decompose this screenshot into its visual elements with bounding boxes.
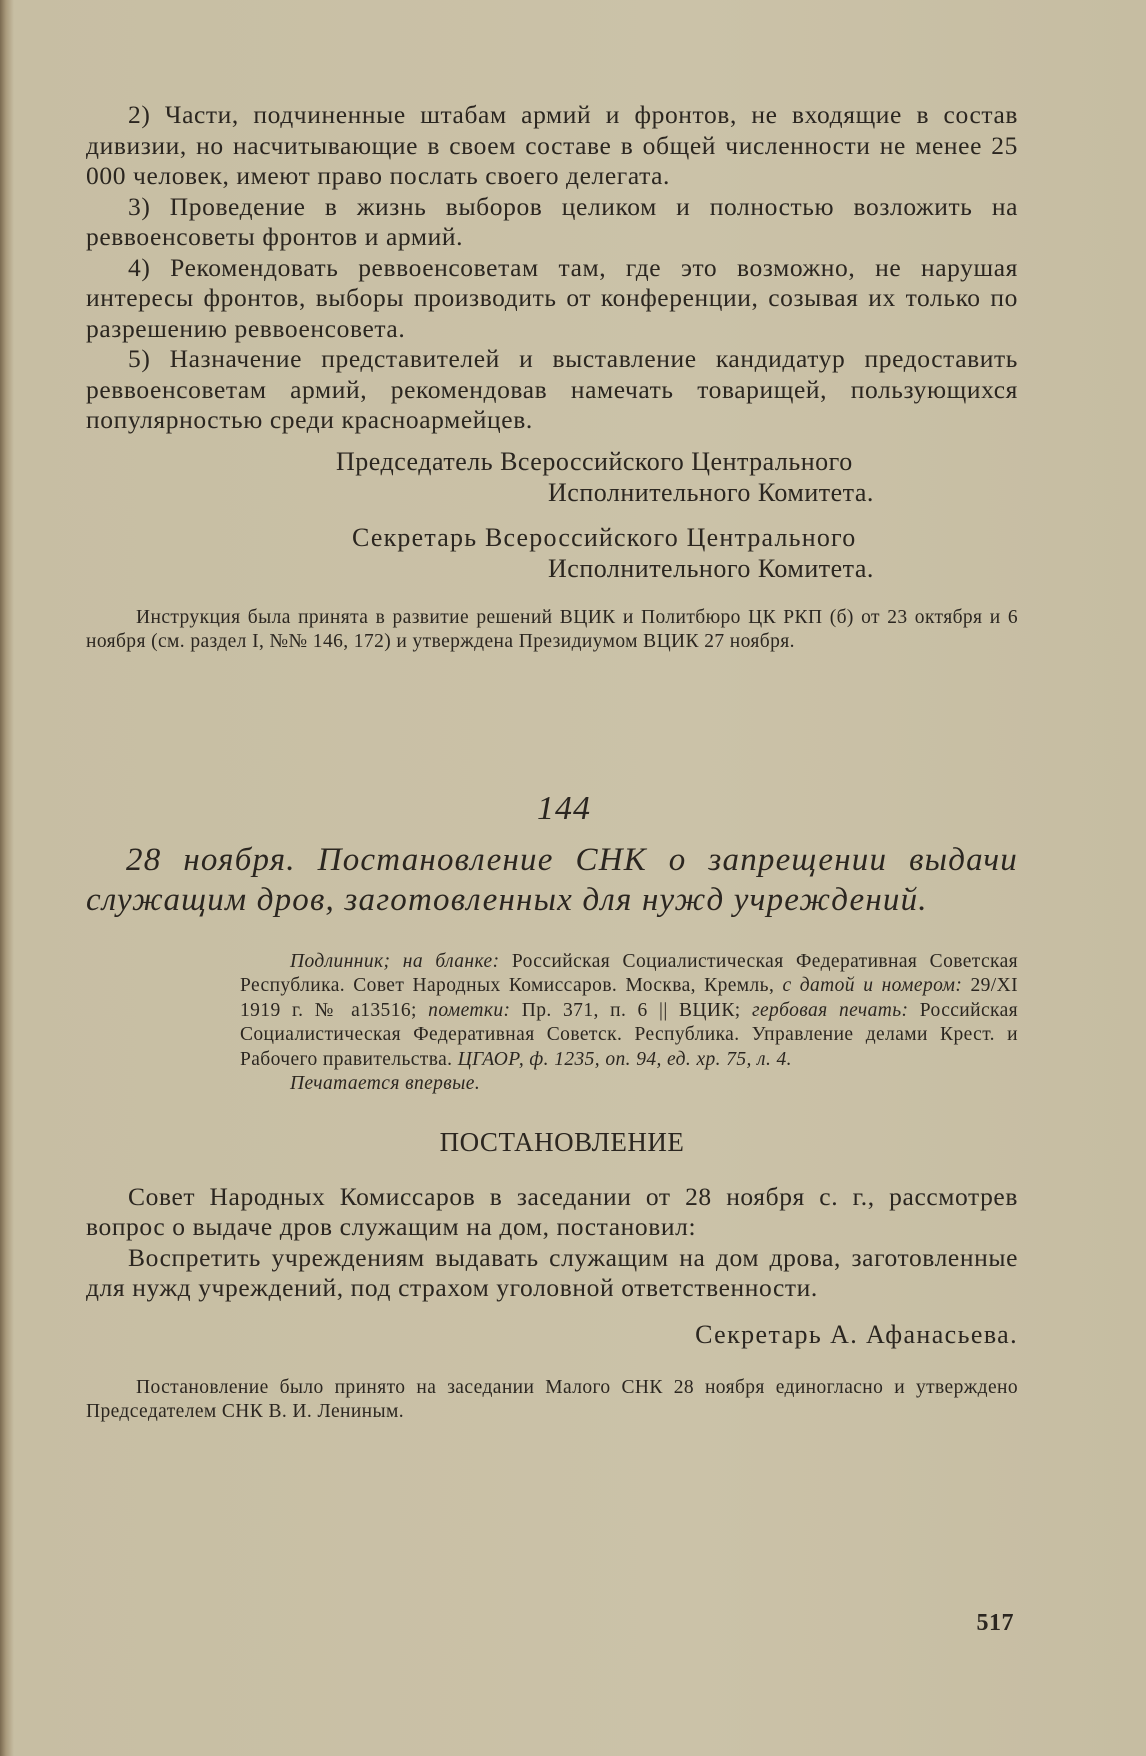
source-label-marks: пометки: bbox=[428, 999, 511, 1021]
document-title: 28 ноября. Постановление СНК о запрещении выдачи служащим дров, заготовленных для нужд учреждений. bbox=[86, 841, 1018, 918]
signature-secretary-line2: Исполнительного Комитета. bbox=[548, 553, 874, 583]
decree-signature: Секретарь А. Афанасьева. bbox=[695, 1319, 1018, 1349]
instruction-note: Инструкция была принята в развитие решений ВЦИК и Политбюро ЦК РКП (б) от 23 октября и 6 ноября (см. раздел I, №№ 146, 172) и утверждена Президиумом ВЦИК 27 ноября. bbox=[86, 606, 1018, 652]
source-archive: ЦГАОР, ф. 1235, оп. 94, ед. хр. 75, л. 4. bbox=[457, 1048, 792, 1070]
page-number: 517 bbox=[976, 1610, 1014, 1636]
signature-chairman-line1: Председатель Всероссийского Центрального bbox=[336, 446, 853, 476]
source-text-3: Пр. 371, п. 6 || ВЦИК; bbox=[521, 999, 741, 1021]
page-content bbox=[86, 100, 1018, 1424]
decree-heading: ПОСТАНОВЛЕНИЕ bbox=[439, 1126, 685, 1157]
source-text-2: 29/XI 1919 г. № а13516; bbox=[240, 975, 1018, 1021]
source-printed-first: Печатается впервые. bbox=[290, 1073, 481, 1094]
source-text-4: Российская Социалистическая Федеративная Советск. Республика. Управление делами Крест. и Рабочего правительства. bbox=[240, 999, 1019, 1070]
decree-paragraph-1: Совет Народных Комиссаров в заседании от 28 ноября с. г., рассмотрев вопрос о выдаче дров служащим на дом, постановил: bbox=[86, 1181, 1018, 1241]
final-note: Постановление было принято на заседании Малого СНК 28 ноября единогласно и утверждено Председателем СНК В. И. Лениным. bbox=[86, 1376, 1018, 1422]
source-text-1: Российская Социалистическая Федеративная Советская Республика. Совет Народных Комиссаров. Москва, Кремль, bbox=[240, 950, 1018, 996]
source-citation bbox=[240, 950, 1018, 1097]
source-label-seal: гербовая печать: bbox=[751, 999, 909, 1021]
source-label-original: Подлинник; на бланке: bbox=[290, 950, 500, 972]
source-label-date: с датой и номером: bbox=[782, 975, 963, 996]
signature-chairman bbox=[86, 446, 1018, 508]
document-number: 144 bbox=[537, 789, 591, 827]
signature-secretary-line1: Секретарь Всероссийского Центрального bbox=[352, 522, 857, 552]
signature-chairman-line2: Исполнительного Комитета. bbox=[548, 477, 874, 507]
decree-paragraph-2: Воспретить учреждениям выдавать служащим на дом дрова, заготовленные для нужд учреждений, под страхом уголовной ответственности. bbox=[86, 1242, 1018, 1302]
paragraph-3: 3) Проведение в жизнь выборов целиком и полностью возложить на реввоенсоветы фронтов и армий. bbox=[86, 191, 1018, 251]
signature-secretary-vtsik bbox=[86, 522, 1018, 584]
paragraph-4: 4) Рекомендовать реввоенсоветам там, где это возможно, не нарушая интересы фронтов, выборы производить от конференции, созывая их только по разрешению реввоенсовета. bbox=[86, 252, 1018, 343]
paragraph-5: 5) Назначение представителей и выставление кандидатур предоставить реввоенсоветам армий, рекомендовав намечать товарищей, пользующихся популярностью среди красноармейцев. bbox=[86, 344, 1018, 434]
paragraph-2: 2) Части, подчиненные штабам армий и фронтов, не входящие в состав дивизии, но насчитывающие в своем составе в общей численности не менее 25 000 человек, имеют право послать своего делегата. bbox=[86, 100, 1018, 190]
